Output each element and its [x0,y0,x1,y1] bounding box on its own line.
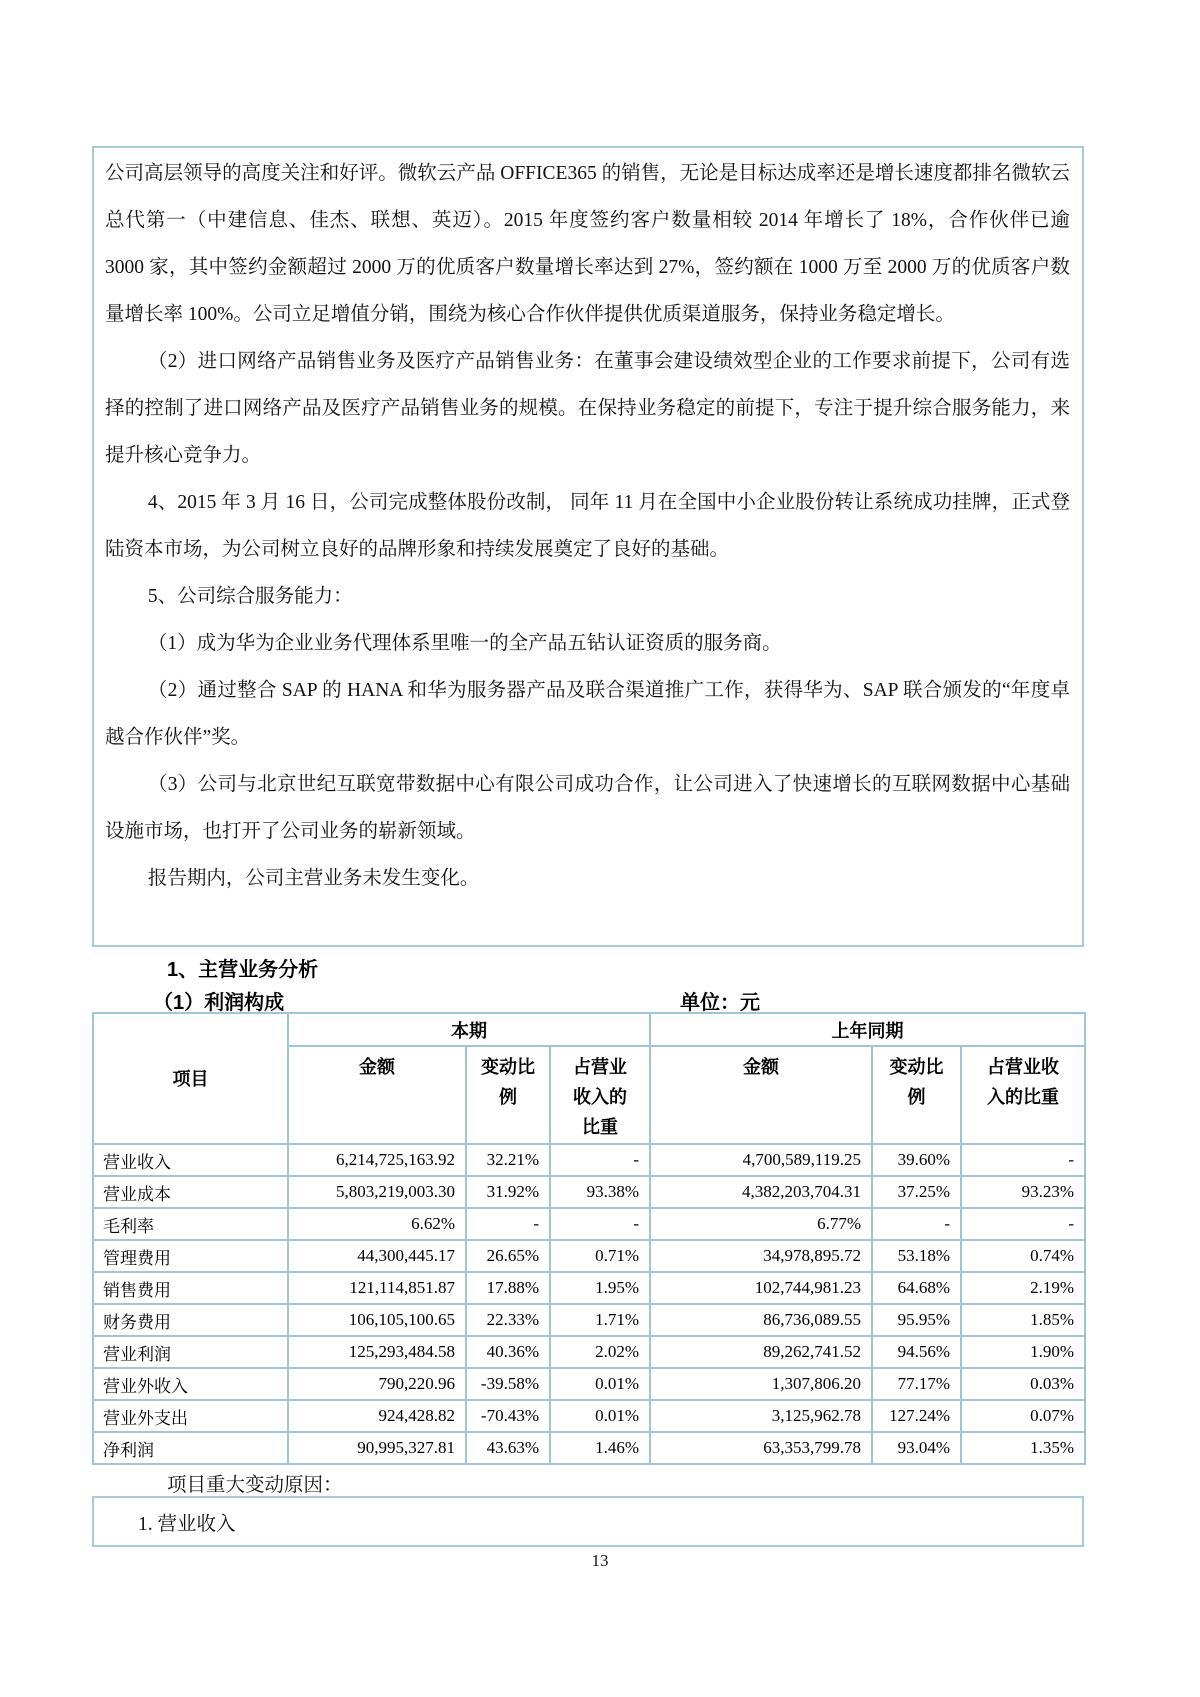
header-amount-current: 金额 [288,1046,466,1144]
intro-paragraph: 报告期内，公司主营业务未发生变化。 [147,868,480,889]
row-value-cell: -70.43% [466,1400,550,1432]
row-item-cell: 销售费用 [93,1272,288,1304]
table-row [93,1432,1085,1464]
intro-text-box [92,146,1084,947]
row-value-cell: 6.77% [650,1208,872,1240]
row-value-cell: 0.01% [550,1400,650,1432]
row-value-cell: 106,105,100.65 [288,1304,466,1336]
row-value-cell: 34,978,895.72 [650,1240,872,1272]
table-row [93,1304,1085,1336]
table-row [93,1272,1085,1304]
intro-paragraph: 4、2015 年 3 月 16 日，公司完成整体股份改制， 同年 11 月在全国中小企业股份转让系统成功挂牌，正式登陆资本市场，为公司树立良好的品牌形象和持续发展奠定了良好的基础。 [105,492,1070,560]
profit-heading: （1）利润构成 [153,992,285,1014]
row-value-cell: 63,353,799.78 [650,1432,872,1464]
row-value-cell: 0.71% [550,1240,650,1272]
intro-paragraph: （2）通过整合 SAP 的 HANA 和华为服务器产品及联合渠道推广工作，获得华为、SAP 联合颁发的“年度卓越合作伙伴”奖。 [105,680,1070,748]
row-value-cell: 2.19% [961,1272,1085,1304]
row-item-cell: 营业收入 [93,1144,288,1176]
header-item: 项目 [93,1013,288,1144]
row-value-cell: 31.92% [466,1176,550,1208]
header-prior-period: 上年同期 [650,1013,1085,1046]
table-row [93,1144,1085,1176]
row-value-cell: 1.95% [550,1272,650,1304]
row-value-cell: - [550,1208,650,1240]
row-value-cell: 64.68% [872,1272,961,1304]
row-value-cell: 1.90% [961,1336,1085,1368]
row-value-cell: 40.36% [466,1336,550,1368]
row-value-cell: - [466,1208,550,1240]
row-item-cell: 营业外支出 [93,1400,288,1432]
row-value-cell: 53.18% [872,1240,961,1272]
row-value-cell: -39.58% [466,1368,550,1400]
row-value-cell: 93.23% [961,1176,1085,1208]
row-item-cell: 管理费用 [93,1240,288,1272]
profit-table-body [93,1144,1085,1464]
row-value-cell: 90,995,327.81 [288,1432,466,1464]
row-value-cell: - [961,1144,1085,1176]
table-row [93,1208,1085,1240]
row-value-cell: 44,300,445.17 [288,1240,466,1272]
header-amount-prior: 金额 [650,1046,872,1144]
header-current-period: 本期 [288,1013,650,1046]
intro-paragraph: 5、公司综合服务能力： [147,586,353,607]
row-item-cell: 营业外收入 [93,1368,288,1400]
row-item-cell: 毛利率 [93,1208,288,1240]
row-value-cell: 0.03% [961,1368,1085,1400]
row-value-cell: 22.33% [466,1304,550,1336]
row-value-cell: 6.62% [288,1208,466,1240]
row-value-cell: 1.85% [961,1304,1085,1336]
row-value-cell: 37.25% [872,1176,961,1208]
row-value-cell: 102,744,981.23 [650,1272,872,1304]
row-value-cell: 0.01% [550,1368,650,1400]
row-value-cell: 89,262,741.52 [650,1336,872,1368]
row-value-cell: 1.35% [961,1432,1085,1464]
change-reason-label: 项目重大变动原因： [167,1475,343,1496]
header-revenue-share-prior: 占营业收入的比重 [961,1046,1085,1144]
row-value-cell: 86,736,089.55 [650,1304,872,1336]
row-value-cell: 127.24% [872,1400,961,1432]
row-value-cell: 6,214,725,163.92 [288,1144,466,1176]
row-value-cell: 94.56% [872,1336,961,1368]
row-value-cell: 93.04% [872,1432,961,1464]
row-value-cell: 790,220.96 [288,1368,466,1400]
row-value-cell: 0.74% [961,1240,1085,1272]
row-value-cell: 924,428.82 [288,1400,466,1432]
row-value-cell: 43.63% [466,1432,550,1464]
row-value-cell: 1.46% [550,1432,650,1464]
row-item-cell: 净利润 [93,1432,288,1464]
unit-label: 单位：元 [680,992,760,1014]
row-value-cell: 17.88% [466,1272,550,1304]
row-value-cell: 125,293,484.58 [288,1336,466,1368]
row-value-cell: 93.38% [550,1176,650,1208]
table-row [93,1336,1085,1368]
row-value-cell: - [550,1144,650,1176]
profit-table [92,1012,1086,1465]
row-item-cell: 营业利润 [93,1336,288,1368]
intro-paragraph: 公司高层领导的高度关注和好评。微软云产品 OFFICE365 的销售，无论是目标达成率还是增长速度都排名微软云总代第一（中建信息、佳杰、联想、英迈）。2015 年度签约客户数量相较 2014 年增长了 18%，合作伙伴已逾 3000 家，其中签约金额超过 2000 万的优质客户数量增长率达到 27%，签约额在 1000 万至 2000 万的优质客户数量增长率 100%。公司立足增值分销，围绕为核心合作伙伴提供优质渠道服务，保持业务稳定增长。 [105,163,1070,325]
table-row [93,1368,1085,1400]
row-value-cell: - [961,1208,1085,1240]
revenue-note: 1. 营业收入 [138,1513,236,1535]
row-value-cell: 1,307,806.20 [650,1368,872,1400]
table-row [93,1240,1085,1272]
table-header-row-periods [93,1013,1085,1046]
row-value-cell: 5,803,219,003.30 [288,1176,466,1208]
row-value-cell: 3,125,962.78 [650,1400,872,1432]
row-value-cell: 2.02% [550,1336,650,1368]
analysis-heading: 1、主营业务分析 [167,959,319,981]
intro-paragraph: （3）公司与北京世纪互联宽带数据中心有限公司成功合作，让公司进入了快速增长的互联网数据中心基础设施市场，也打开了公司业务的崭新领域。 [105,774,1070,842]
header-revenue-share-current: 占营业收入的比重 [550,1046,650,1144]
row-value-cell: - [872,1208,961,1240]
row-value-cell: 0.07% [961,1400,1085,1432]
row-value-cell: 26.65% [466,1240,550,1272]
row-value-cell: 32.21% [466,1144,550,1176]
header-change-ratio-prior: 变动比例 [872,1046,961,1144]
header-change-ratio-current: 变动比例 [466,1046,550,1144]
row-value-cell: 39.60% [872,1144,961,1176]
page-number: 13 [591,1551,609,1570]
row-item-cell: 营业成本 [93,1176,288,1208]
row-item-cell: 财务费用 [93,1304,288,1336]
intro-paragraph: （2）进口网络产品销售业务及医疗产品销售业务：在董事会建设绩效型企业的工作要求前提下，公司有选择的控制了进口网络产品及医疗产品销售业务的规模。在保持业务稳定的前提下，专注于提升综合服务能力，来提升核心竞争力。 [105,351,1070,466]
table-row [93,1400,1085,1432]
row-value-cell: 4,700,589,119.25 [650,1144,872,1176]
intro-paragraph: （1）成为华为企业业务代理体系里唯一的全产品五钻认证资质的服务商。 [147,633,782,654]
table-row [93,1176,1085,1208]
revenue-note-box [92,1496,1084,1547]
row-value-cell: 77.17% [872,1368,961,1400]
row-value-cell: 95.95% [872,1304,961,1336]
row-value-cell: 121,114,851.87 [288,1272,466,1304]
row-value-cell: 4,382,203,704.31 [650,1176,872,1208]
row-value-cell: 1.71% [550,1304,650,1336]
